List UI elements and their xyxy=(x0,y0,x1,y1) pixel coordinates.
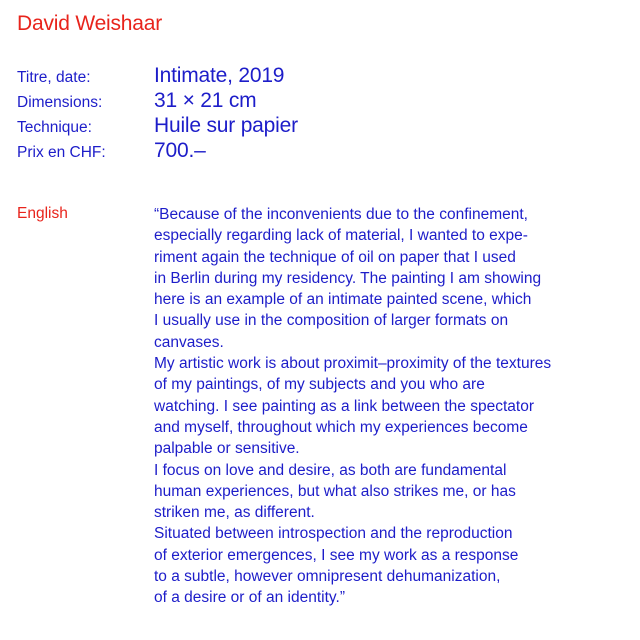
statement-line: to a subtle, however omnipresent dehumanization, xyxy=(154,568,501,586)
statement-line: here is an example of an intimate painted scene, which xyxy=(154,291,532,309)
artwork-details xyxy=(17,64,617,164)
detail-row-title xyxy=(17,64,617,89)
statement-line: palpable or sensitive. xyxy=(154,440,300,458)
detail-label: Prix en CHF: xyxy=(17,144,106,161)
detail-value: Intimate, 2019 xyxy=(154,64,285,87)
statement-line: I focus on love and desire, as both are fundamental xyxy=(154,461,507,479)
detail-label: Technique: xyxy=(17,119,92,136)
statement-paragraph xyxy=(154,460,629,524)
statement-line: watching. I see painting as a link between the spectator xyxy=(154,397,534,415)
language-label: English xyxy=(17,205,68,222)
detail-label: Dimensions: xyxy=(17,94,103,111)
detail-value: 31 × 21 cm xyxy=(154,89,257,112)
detail-value: Huile sur papier xyxy=(154,114,298,137)
statement-line: I usually use in the composition of larger formats on xyxy=(154,312,509,330)
detail-row-price xyxy=(17,139,617,164)
artist-statement xyxy=(154,204,629,609)
detail-row-technique xyxy=(17,114,617,139)
statement-line: especially regarding lack of material, I wanted to expe- xyxy=(154,227,528,245)
statement-paragraph xyxy=(154,353,629,459)
artist-name: David Weishaar xyxy=(17,12,163,35)
statement-line: striken me, as different. xyxy=(154,504,315,522)
statement-line: in Berlin during my residency. The painting I am showing xyxy=(154,269,542,287)
statement-line: of exterior emergences, I see my work as a response xyxy=(154,546,519,564)
statement-line: Situated between introspection and the reproduction xyxy=(154,525,513,543)
statement-line: human experiences, but what also strikes me, or has xyxy=(154,482,516,500)
detail-value: 700.– xyxy=(154,139,206,162)
statement-paragraph xyxy=(154,204,629,353)
statement-line: My artistic work is about proximit–proximity of the textures xyxy=(154,355,552,373)
statement-line: of a desire or of an identity.” xyxy=(154,589,345,607)
statement-line: “Because of the inconvenients due to the confinement, xyxy=(154,206,528,223)
statement-line: and myself, throughout which my experiences become xyxy=(154,418,528,436)
statement-line: riment again the technique of oil on paper that I used xyxy=(154,248,516,266)
detail-row-dimensions xyxy=(17,89,617,114)
statement-paragraph xyxy=(154,523,629,608)
detail-label: Titre, date: xyxy=(17,69,91,86)
statement-line: of my paintings, of my subjects and you who are xyxy=(154,376,485,394)
statement-line: canvases. xyxy=(154,333,224,351)
